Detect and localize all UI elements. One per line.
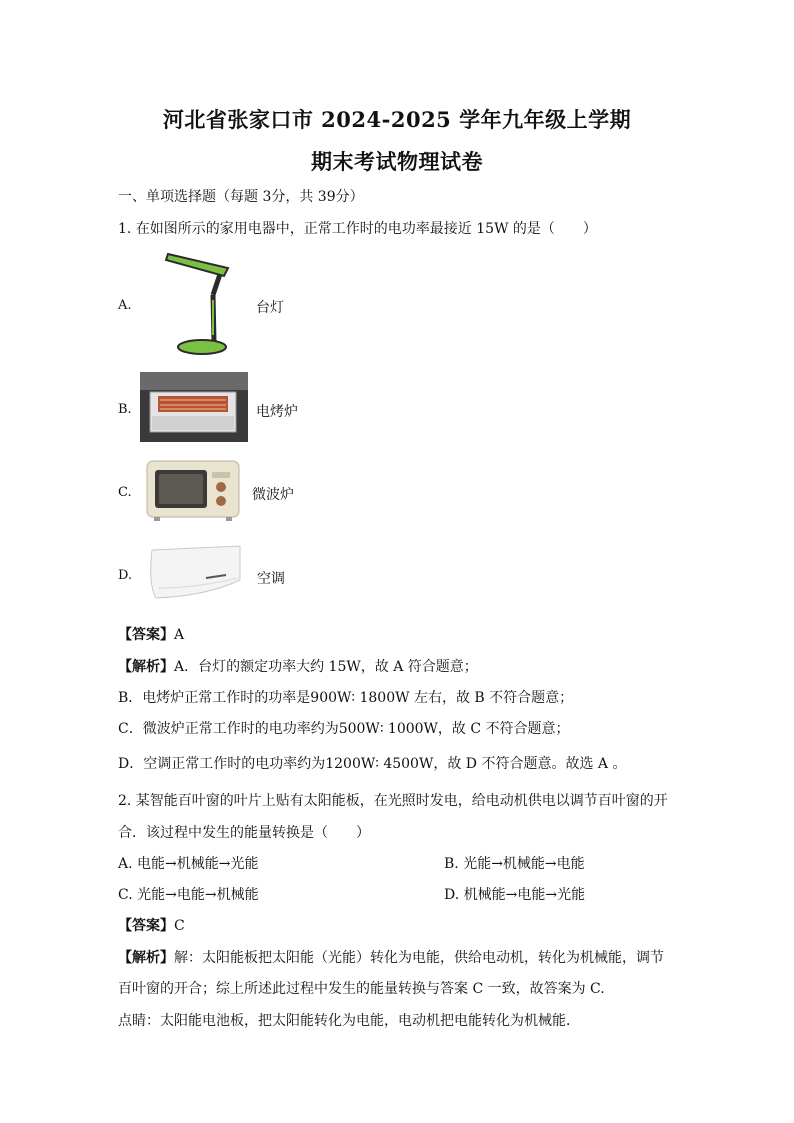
q1-option-c-label: 微波炉 bbox=[252, 487, 294, 503]
q1-analysis-line2: B．电烤炉正常工作时的功率是900W∶ 1800W 左右，故 B 不符合题意； bbox=[118, 690, 574, 706]
q2-stem-line1: 2. 某智能百叶窗的叶片上贴有太阳能板，在光照时发电，给电动机供电以调节百叶窗的开 bbox=[118, 793, 668, 809]
answer-tag: 【答案】 bbox=[118, 918, 174, 934]
section-heading: 一、单项选择题（每题 3分，共 39分） bbox=[118, 189, 364, 205]
q1-analysis-line1 bbox=[118, 656, 478, 676]
q1-stem: 1. 在如图所示的家用电器中，正常工作时的电功率最接近 15W 的是（ ） bbox=[118, 221, 597, 237]
q1-option-c-letter: C. bbox=[118, 485, 132, 500]
q1-option-b-letter: B. bbox=[118, 402, 132, 417]
q1-option-b-label: 电烤炉 bbox=[256, 404, 298, 420]
paper-title-line1: 河北省张家口市 2024-2025 学年九年级上学期 bbox=[162, 107, 632, 132]
paper-title-line2: 期末考试物理试卷 bbox=[311, 149, 483, 174]
q1-option-a-label: 台灯 bbox=[256, 300, 284, 316]
electric-oven-image bbox=[140, 372, 248, 442]
q1-analysis-line4: D．空调正常工作时的电功率约为1200W∶ 4500W，故 D 不符合题意。故选 A 。 bbox=[118, 756, 627, 772]
q2-option-a: A. 电能→机械能→光能 bbox=[118, 856, 259, 872]
q1-option-d-letter: D. bbox=[118, 568, 133, 583]
desk-lamp-image bbox=[158, 250, 238, 358]
answer-tag: 【答案】 bbox=[118, 627, 174, 643]
analysis-tag: 【解析】 bbox=[118, 950, 174, 966]
q2-comment: 点睛：太阳能电池板，把太阳能转化为电能，电动机把电能转化为机械能． bbox=[118, 1013, 580, 1029]
q1-option-a-letter: A. bbox=[118, 298, 132, 313]
q2-option-d: D. 机械能→电能→光能 bbox=[444, 887, 586, 903]
answer-value: A bbox=[174, 627, 185, 643]
analysis-text: 解：太阳能板把太阳能（光能）转化为电能，供给电动机，转化为机械能，调节 bbox=[174, 950, 664, 966]
q1-analysis-line3: C．微波炉正常工作时的电功率约为500W∶ 1000W，故 C 不符合题意； bbox=[118, 721, 570, 737]
answer-value: C bbox=[174, 918, 185, 934]
q2-option-b: B. 光能→机械能→电能 bbox=[444, 856, 585, 872]
q2-analysis-line1 bbox=[118, 947, 664, 967]
q2-stem-line2: 合．该过程中发生的能量转换是（ ） bbox=[118, 825, 370, 841]
q2-analysis-line2: 百叶窗的开合；综上所述此过程中发生的能量转换与答案 C 一致，故答案为 C. bbox=[118, 981, 605, 997]
analysis-text: A．台灯的额定功率大约 15W，故 A 符合题意； bbox=[174, 659, 478, 675]
q1-answer bbox=[118, 624, 184, 644]
air-conditioner-image bbox=[146, 544, 244, 600]
q2-answer bbox=[118, 915, 185, 935]
q2-option-c: C. 光能→电能→机械能 bbox=[118, 887, 259, 903]
analysis-tag: 【解析】 bbox=[118, 659, 174, 675]
q1-option-d-label: 空调 bbox=[257, 571, 285, 587]
microwave-image bbox=[146, 460, 240, 522]
